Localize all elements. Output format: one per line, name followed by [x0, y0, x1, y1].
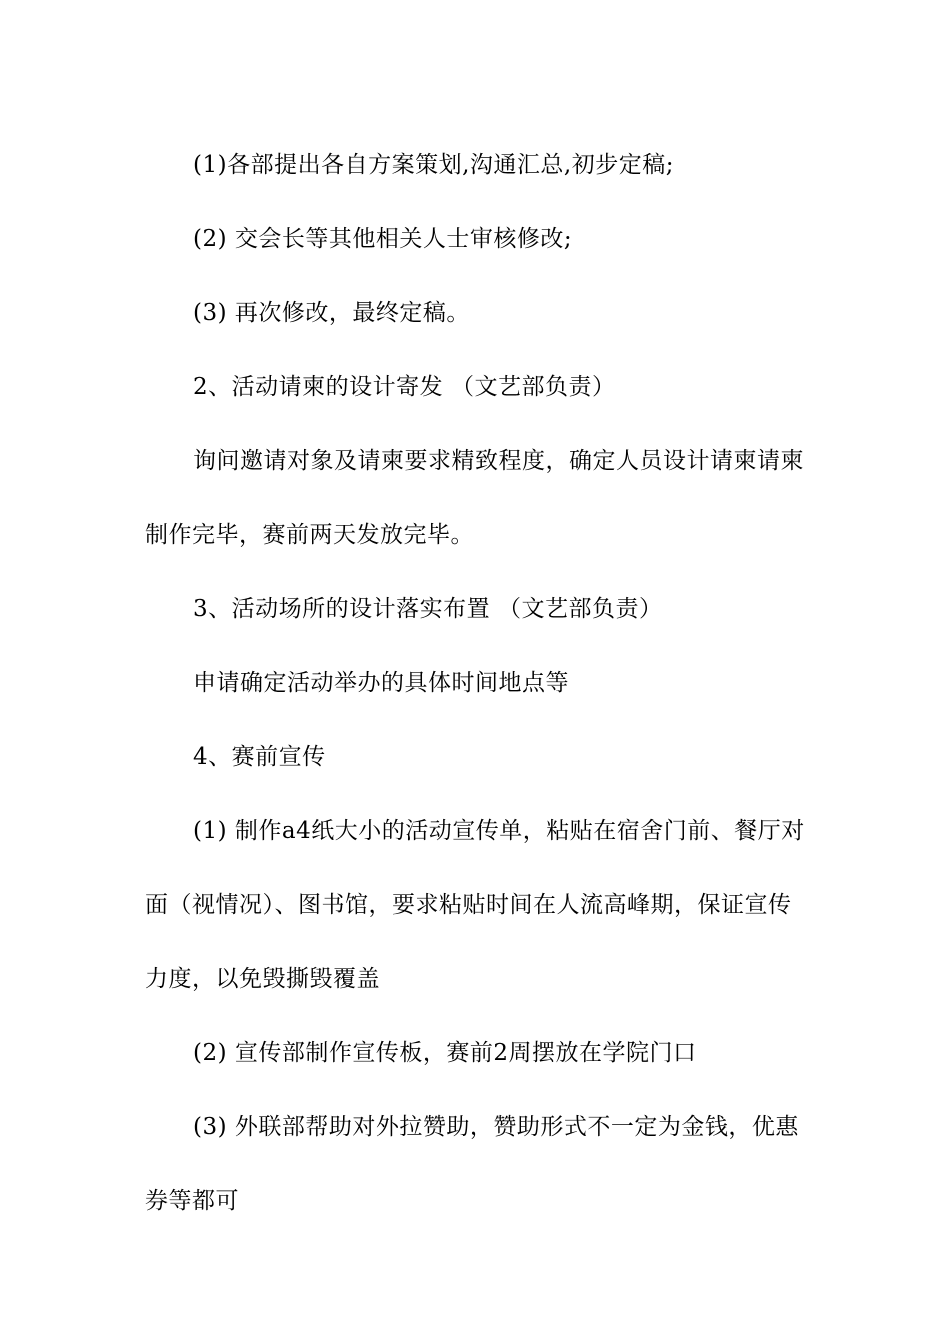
paragraph-promotion-2: (2) 宣传部制作宣传板，赛前2周摆放在学院门口 — [193, 1040, 697, 1066]
document-body — [145, 128, 807, 1238]
paragraph-venue: 申请确定活动举办的具体时间地点等 — [193, 670, 569, 696]
section-heading-promotion: 4、赛前宣传 — [193, 744, 326, 770]
paragraph-promotion-1: (1) 制作a4纸大小的活动宣传单，粘贴在宿舍门前、餐厅对面（视情况）、图书馆，要求粘贴时间在人流高峰期，保证宣传力度，以免毁撕毁覆盖 — [145, 818, 805, 992]
paragraph-invitation: 询问邀请对象及请柬要求精致程度，确定人员设计请柬请柬制作完毕，赛前两天发放完毕。 — [145, 448, 804, 548]
paragraph-promotion-3: (3) 外联部帮助对外拉赞助，赞助形式不一定为金钱，优惠券等都可 — [145, 1114, 799, 1214]
paragraph-step-3: (3) 再次修改，最终定稿。 — [193, 300, 470, 326]
paragraph-step-1: (1)各部提出各自方案策划,沟通汇总,初步定稿; — [193, 152, 674, 178]
paragraph-step-2: (2) 交会长等其他相关人士审核修改; — [193, 226, 573, 252]
section-heading-venue: 3、活动场所的设计落实布置 （文艺部负责） — [193, 596, 663, 622]
section-heading-invitation: 2、活动请柬的设计寄发 （文艺部负责） — [193, 374, 616, 400]
